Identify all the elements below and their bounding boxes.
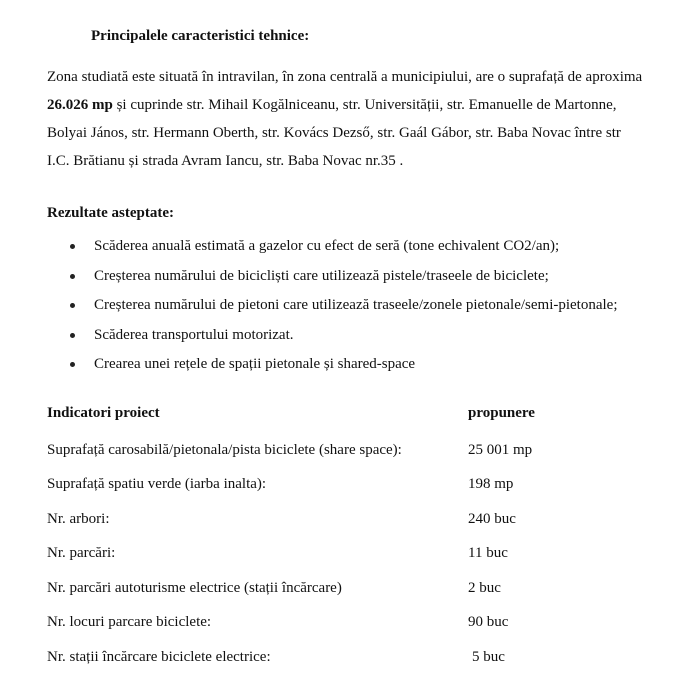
indicator-name: Nr. arbori: — [47, 510, 110, 527]
list-item-text: Crearea unei rețele de spații pietonale și shared-space — [94, 356, 416, 372]
list-item — [62, 291, 618, 321]
indicator-value: 90 buc — [468, 614, 509, 631]
bullet-icon — [70, 362, 75, 367]
list-item — [62, 262, 618, 292]
table-row — [47, 433, 622, 468]
list-item — [62, 350, 618, 380]
indicator-value: 11 buc — [468, 545, 508, 562]
section-title: Principalele caracteristici tehnice: — [91, 28, 310, 44]
description-line-1: Zona studiată este situată în intravilan, în zona centrală a municipiului, are o suprafață de aproxima — [47, 69, 643, 85]
bullet-icon — [70, 333, 75, 338]
indicator-name: Nr. parcări: — [47, 545, 116, 562]
indicator-name: Suprafață carosabilă/pietonala/pista biciclete (share space): — [47, 441, 402, 458]
description-line-4: I.C. Brătianu și strada Avram Iancu, str. Baba Novac nr.35 . — [47, 153, 404, 169]
table-row — [47, 468, 622, 503]
table-row — [47, 571, 622, 606]
bullet-icon — [70, 274, 75, 279]
description-line-3: Bolyai János, str. Hermann Oberth, str. Kovács Dezső, str. Gaál Gábor, str. Baba Novac între str — [47, 125, 621, 141]
table-header-row — [47, 405, 622, 433]
indicator-value: 198 mp — [468, 476, 514, 493]
description-line-2 — [47, 97, 617, 114]
table-row — [47, 640, 622, 675]
results-title: Rezultate asteptate: — [47, 205, 175, 221]
area-value: 26.026 mp — [47, 97, 113, 113]
list-item — [62, 232, 618, 262]
bullet-icon — [70, 244, 75, 249]
list-item — [62, 321, 618, 351]
description-line-2-text: și cuprinde str. Mihail Kogălniceanu, str. Universității, str. Emanuelle de Martonne, — [112, 97, 617, 113]
list-item-text: Creșterea numărului de pietoni care utilizează traseele/zonele pietonale/semi-pietonale; — [94, 297, 618, 313]
indicator-name: Suprafață spatiu verde (iarba inalta): — [47, 476, 267, 493]
header-indicator: Indicatori proiect — [47, 405, 160, 421]
indicator-value: 5 buc — [472, 648, 505, 665]
indicator-name: Nr. stații încărcare biciclete electrice: — [47, 648, 271, 665]
results-list — [62, 232, 618, 380]
list-item-text: Scăderea anuală estimată a gazelor cu efect de seră (tone echivalent CO2/an); — [94, 238, 560, 254]
table-row — [47, 537, 622, 572]
list-item-text: Scăderea transportului motorizat. — [94, 326, 294, 343]
table-row — [47, 606, 622, 641]
table-row — [47, 502, 622, 537]
indicator-name: Nr. locuri parcare biciclete: — [47, 614, 212, 631]
bullet-icon — [70, 303, 75, 308]
header-proposal: propunere — [468, 405, 535, 421]
indicators-table — [47, 405, 622, 675]
indicator-name: Nr. parcări autoturisme electrice (stații încărcare) — [47, 579, 342, 596]
indicator-value: 25 001 mp — [468, 441, 533, 458]
indicator-value: 240 buc — [468, 510, 516, 527]
list-item-text: Creșterea numărului de bicicliști care utilizează pistele/traseele de biciclete; — [94, 267, 549, 284]
indicator-value: 2 buc — [468, 579, 501, 596]
